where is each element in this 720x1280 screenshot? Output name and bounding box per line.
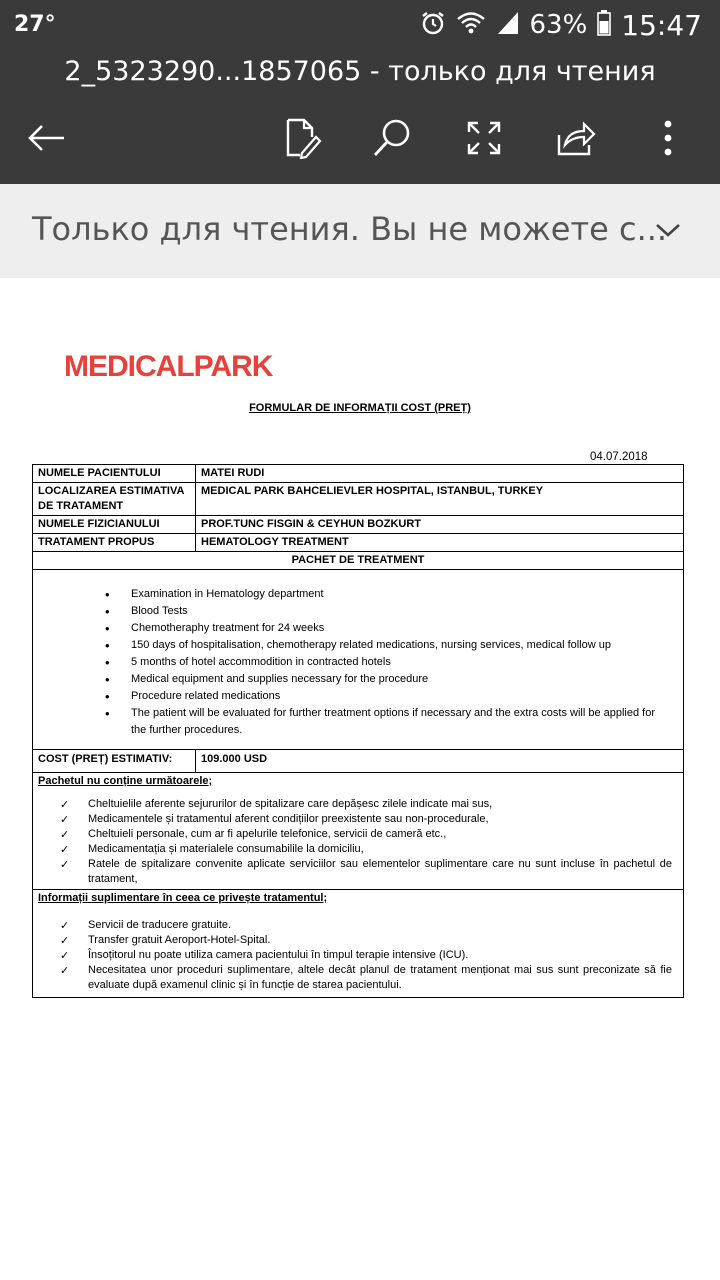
battery-percentage: 63% — [529, 10, 588, 40]
share-button[interactable] — [552, 114, 600, 162]
excluded-header: Pachetul nu conține următoarele; — [38, 775, 213, 787]
list-item: • Medical equipment and supplies necessary for the procedure — [103, 671, 683, 688]
back-button[interactable] — [22, 114, 70, 162]
list-item-text: Necesitatea unor proceduri suplimentare, altele decât planul de tratament menționat mai sus sunt preconizate să fie evaluate după examenul clinic și în funcție de starea pacientului. — [88, 964, 672, 991]
extra-info-list — [38, 906, 678, 995]
search-button[interactable] — [368, 114, 416, 162]
edit-button[interactable] — [278, 114, 326, 162]
table-row — [33, 465, 684, 483]
list-item — [60, 963, 672, 993]
checkmark-icon: ✓ — [60, 858, 70, 871]
list-item: • Chemotheraphy treatment for 24 weeks — [103, 620, 683, 637]
row-value: HEMATOLOGY TREATMENT — [196, 534, 684, 552]
cost-value: 109.000 USD — [196, 750, 684, 773]
list-item-text: Transfer gratuit Aeroport-Hotel-Spital. — [88, 934, 271, 946]
row-label: NUMELE PACIENTULUI — [33, 465, 196, 483]
list-item-text: Medicamentele și tratamentul aferent condițiilor preexistente sau non-procedurale, — [88, 813, 489, 825]
cost-info-table — [32, 464, 684, 998]
checkmark-icon: ✓ — [60, 798, 70, 811]
document-title: 2_5323290...1857065 - только для чтения — [64, 56, 656, 87]
list-item — [60, 857, 672, 887]
excluded-list — [38, 789, 678, 889]
share-icon — [556, 119, 596, 157]
read-only-message: Только для чтения. Вы не можете с... — [32, 210, 668, 248]
table-row — [33, 516, 684, 534]
list-item-text: Ratele de spitalizare convenite aplicate serviciilor sau elementelor suplimentare care nu sunt incluse în pachetul de tratament, — [88, 858, 672, 885]
list-item-text: Cheltuielile aferente sejururilor de spitalizare care depășesc zilele indicate mai sus, — [88, 798, 493, 810]
banner-expand-button[interactable] — [648, 210, 688, 250]
battery-icon — [597, 10, 611, 41]
search-icon — [372, 118, 412, 158]
checkmark-icon: ✓ — [60, 949, 70, 962]
logo-text-left: MEDICAL — [64, 350, 194, 383]
expand-icon — [466, 120, 502, 156]
form-title: FORMULAR DE INFORMAȚII COST (PREȚ) — [249, 402, 471, 414]
app-toolbar — [0, 50, 720, 184]
list-item — [60, 812, 672, 827]
list-item: • Blood Tests — [103, 603, 683, 620]
clock: 15:47 — [621, 8, 702, 42]
read-only-banner[interactable] — [0, 184, 720, 278]
checkmark-icon: ✓ — [60, 964, 70, 977]
edit-document-icon — [282, 117, 322, 159]
document-page — [0, 278, 720, 1280]
row-value: MEDICAL PARK BAHCELIEVLER HOSPITAL, ISTANBUL, TURKEY — [196, 483, 684, 516]
fullscreen-button[interactable] — [460, 114, 508, 162]
checkmark-icon: ✓ — [60, 813, 70, 826]
list-item — [60, 918, 672, 933]
extra-info-row — [33, 890, 684, 998]
row-label: LOCALIZAREA ESTIMATIVA DE TRATAMENT — [33, 483, 196, 516]
signal-icon — [496, 10, 520, 41]
list-item — [60, 842, 672, 857]
checkmark-icon: ✓ — [60, 934, 70, 947]
list-item-text: Servicii de traducere gratuite. — [88, 919, 232, 931]
status-bar — [0, 0, 720, 50]
row-label: NUMELE FIZICIANULUI — [33, 516, 196, 534]
status-icons — [420, 8, 703, 42]
row-value: MATEI RUDI — [196, 465, 684, 483]
wifi-icon — [456, 10, 486, 41]
package-header-row — [33, 552, 684, 570]
package-header: PACHET DE TREATMENT — [33, 552, 684, 570]
temperature-indicator: 27° — [14, 12, 56, 37]
table-row — [33, 483, 684, 516]
logo-text-right: PARK — [193, 350, 273, 383]
medicalpark-logo — [64, 350, 272, 384]
list-item — [60, 933, 672, 948]
list-item-text: Însoțitorul nu poate utiliza camera pacientului în timpul terapie intensive (ICU). — [88, 949, 469, 961]
list-item — [60, 948, 672, 963]
excluded-row — [33, 773, 684, 890]
cost-row — [33, 750, 684, 773]
form-date: 04.07.2018 — [590, 451, 648, 463]
list-item: • 5 months of hotel accommodition in contracted hotels — [103, 654, 683, 671]
table-row — [33, 534, 684, 552]
cost-label: COST (PREȚ) ESTIMATIV: — [33, 750, 196, 773]
row-label: TRATAMENT PROPUS — [33, 534, 196, 552]
package-items-row — [33, 570, 684, 750]
list-item: • The patient will be evaluated for further treatment options if necessary and the extra costs will be applied for the further procedures. — [103, 705, 683, 739]
list-item: • Procedure related medications — [103, 688, 683, 705]
alarm-icon — [420, 10, 446, 41]
checkmark-icon: ✓ — [60, 919, 70, 932]
extra-info-header: Informații suplimentare în ceea ce privește tratamentul; — [38, 892, 328, 904]
list-item-text: Medicamentația și materialele consumabilile la domiciliu, — [88, 843, 364, 855]
package-list — [33, 570, 683, 749]
list-item — [60, 797, 672, 812]
list-item: • Examination in Hematology department — [103, 586, 683, 603]
arrow-left-icon — [26, 123, 66, 153]
list-item: • 150 days of hospitalisation, chemotherapy related medications, nursing services, medical follow up — [103, 637, 683, 654]
more-options-button[interactable] — [644, 114, 692, 162]
chevron-down-icon — [655, 222, 681, 238]
list-item-text: Cheltuieli personale, cum ar fi apelurile telefonice, servicii de cameră etc., — [88, 828, 447, 840]
more-vertical-icon — [662, 120, 674, 156]
checkmark-icon: ✓ — [60, 828, 70, 841]
checkmark-icon: ✓ — [60, 843, 70, 856]
list-item — [60, 827, 672, 842]
row-value: PROF.TUNC FISGIN & CEYHUN BOZKURT — [196, 516, 684, 534]
